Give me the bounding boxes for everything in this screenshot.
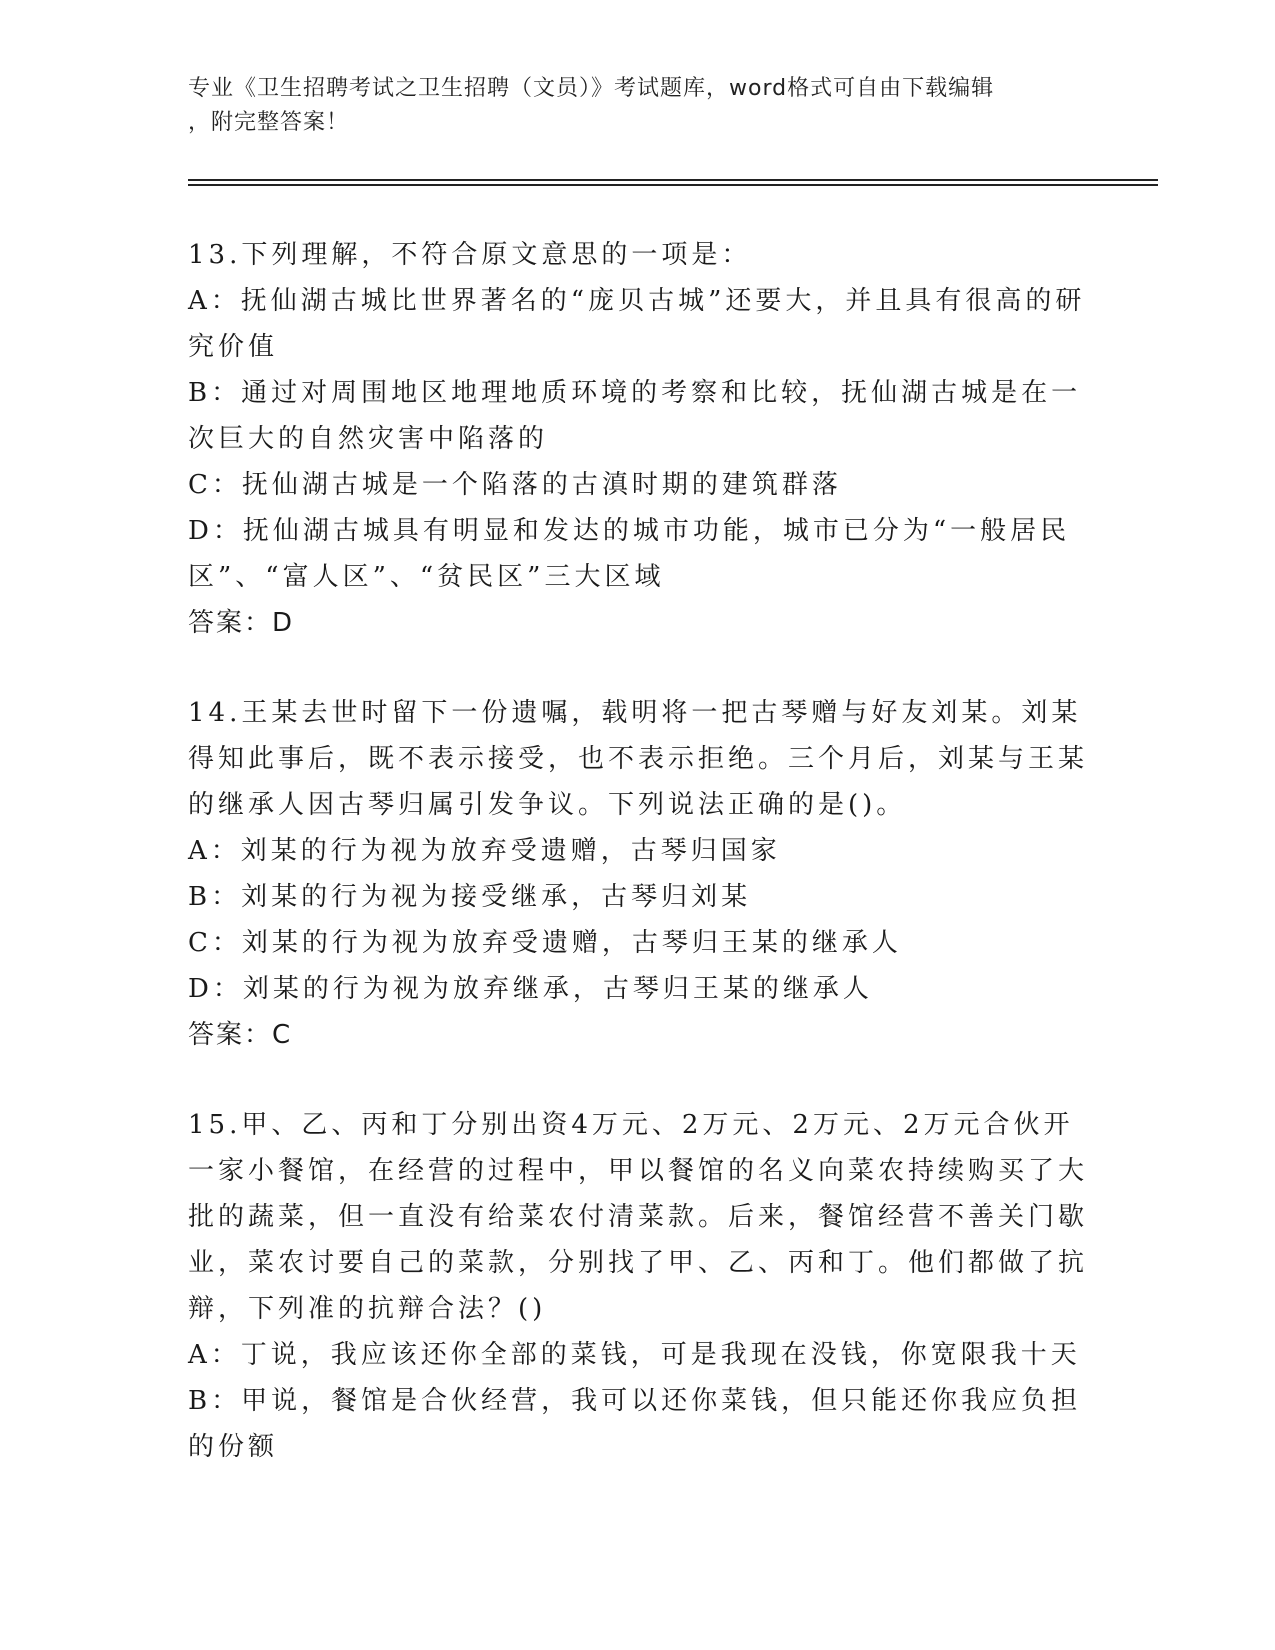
question-list bbox=[188, 232, 1088, 1470]
option-b: B：甲说，餐馆是合伙经营，我可以还你菜钱，但只能还你我应负担的份额 bbox=[188, 1386, 1082, 1462]
question-15 bbox=[188, 1102, 1088, 1470]
question-14 bbox=[188, 690, 1088, 1058]
option-d: D：抚仙湖古城具有明显和发达的城市功能，城市已分为“一般居民区”、“富人区”、“贫民区”三大区域 bbox=[188, 516, 1071, 592]
option-c: C：抚仙湖古城是一个陷落的古滇时期的建筑群落 bbox=[188, 470, 842, 500]
document-header bbox=[188, 72, 1068, 140]
answer-label: 答案：C bbox=[188, 1020, 293, 1050]
answer-label: 答案：D bbox=[188, 608, 295, 638]
question-stem: 14.王某去世时留下一份遗嘱，载明将一把古琴赠与好友刘某。刘某得知此事后，既不表示接受，也不表示拒绝。三个月后，刘某与王某的继承人因古琴归属引发争议。下列说法正确的是()。 bbox=[188, 698, 1089, 820]
header-divider-bottom bbox=[188, 184, 1158, 186]
option-b: B：刘某的行为视为接受继承，古琴归刘某 bbox=[188, 882, 752, 912]
header-divider-top bbox=[188, 179, 1158, 181]
option-d: D：刘某的行为视为放弃继承，古琴归王某的继承人 bbox=[188, 974, 873, 1004]
option-a: A：抚仙湖古城比世界著名的“庞贝古城”还要大，并且具有很高的研究价值 bbox=[188, 286, 1086, 362]
question-stem: 15.甲、乙、丙和丁分别出资4万元、2万元、2万元、2万元合伙开一家小餐馆，在经营的过程中，甲以餐馆的名义向菜农持续购买了大批的蔬菜，但一直没有给菜农付清菜款。后来，餐馆经营不善关门歇业，菜农讨要自己的菜款，分别找了甲、乙、丙和丁。他们都做了抗辩，下列准的抗辩合法？() bbox=[188, 1110, 1089, 1324]
question-stem: 13.下列理解，不符合原文意思的一项是： bbox=[188, 240, 752, 270]
question-13 bbox=[188, 232, 1088, 646]
option-a: A：丁说，我应该还你全部的菜钱，可是我现在没钱，你宽限我十天 bbox=[188, 1340, 1081, 1370]
header-line-1: 专业《卫生招聘考试之卫生招聘（文员）》考试题库，word格式可自由下载编辑 bbox=[188, 76, 995, 101]
header-line-2: ，附完整答案！ bbox=[188, 110, 350, 135]
option-a: A：刘某的行为视为放弃受遗赠，古琴归国家 bbox=[188, 836, 781, 866]
option-b: B：通过对周围地区地理地质环境的考察和比较，抚仙湖古城是在一次巨大的自然灾害中陷落的 bbox=[188, 378, 1082, 454]
option-c: C：刘某的行为视为放弃受遗赠，古琴归王某的继承人 bbox=[188, 928, 902, 958]
